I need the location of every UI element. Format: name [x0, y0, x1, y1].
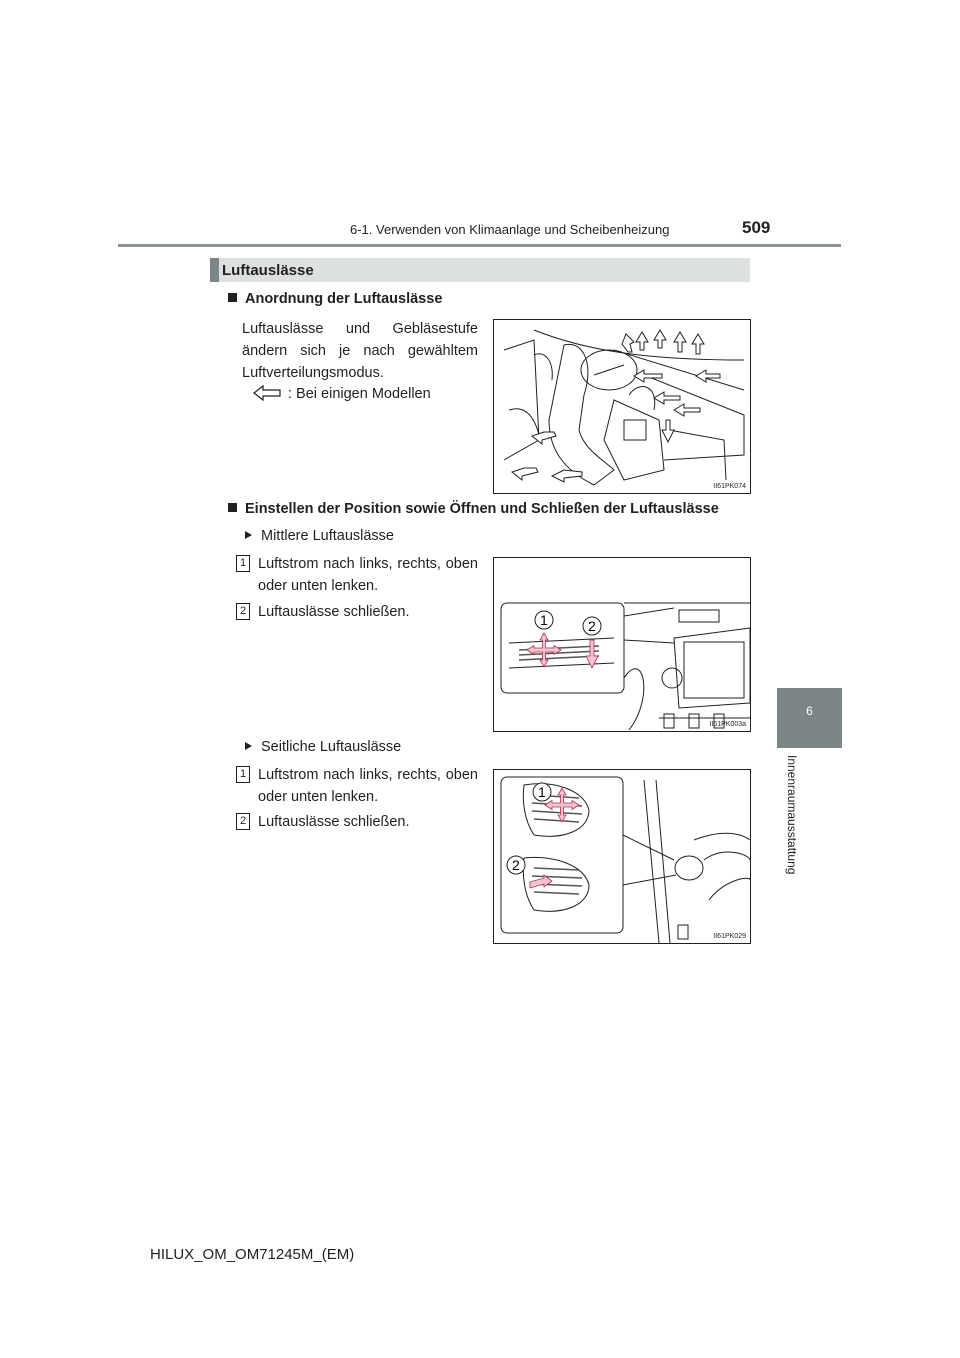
- step-number-badge: 1: [236, 766, 250, 783]
- subheading-air-outlet-layout: [228, 291, 442, 307]
- header-rule: [118, 244, 841, 247]
- cabin-illustration: [494, 320, 750, 493]
- figure-code: II61PK074: [713, 483, 746, 490]
- figure-code: II61PK029: [713, 933, 746, 940]
- figure-side-outlets: [493, 769, 751, 944]
- subheading-adjust-outlets: [228, 501, 719, 517]
- triangle-bullet-icon: [245, 742, 252, 750]
- legend-text: : Bei einigen Modellen: [288, 386, 431, 402]
- center-outlets-title-text: Mittlere Luftauslässe: [261, 528, 394, 544]
- square-bullet-icon: [228, 293, 237, 302]
- callout-1: 1: [538, 784, 546, 800]
- side-step-2-text: Luftauslässe schließen.: [258, 814, 410, 830]
- section-heading: Luftauslässe: [222, 262, 314, 279]
- side-outlets-title-text: Seitliche Luftauslässe: [261, 739, 402, 755]
- chapter-number: 6: [806, 704, 813, 718]
- subheading-text: Anordnung der Luftauslässe: [245, 291, 443, 307]
- step-number-badge: 1: [236, 555, 250, 572]
- step-number-badge: 2: [236, 603, 250, 620]
- side-vent-illustration: [494, 770, 750, 943]
- center-vent-illustration: [494, 558, 750, 731]
- center-step-2-text: Luftauslässe schließen.: [258, 604, 410, 620]
- figure-code: II61PK003a: [709, 721, 746, 728]
- callout-1: 1: [540, 612, 548, 628]
- layout-description: Luftauslässe und Gebläsestufe ändern sich je nach gewähltem Luftverteilungsmodus.: [242, 321, 478, 381]
- arrow-legend-icon: [252, 384, 282, 402]
- running-header-title: 6-1. Verwenden von Klimaanlage und Scheibenheizung: [350, 222, 670, 237]
- square-bullet-icon: [228, 503, 237, 512]
- side-step-1-text: Luftstrom nach links, rechts, oben oder unten lenken.: [258, 767, 478, 805]
- side-outlets-title: [245, 739, 401, 755]
- callout-2: 2: [512, 857, 520, 873]
- step-number-badge: 2: [236, 813, 250, 830]
- triangle-bullet-icon: [245, 531, 252, 539]
- figure-air-outlet-layout: [493, 319, 751, 494]
- page-number: 509: [742, 218, 771, 237]
- document-id: HILUX_OM_OM71245M_(EM): [150, 1246, 355, 1263]
- figure-center-outlets: [493, 557, 751, 732]
- chapter-title-vertical: [781, 755, 811, 895]
- center-outlets-title: [245, 528, 394, 544]
- subheading-text: Einstellen der Position sowie Öffnen und Schließen der Luftauslässe: [245, 501, 719, 517]
- chapter-title: Innenraumausstattung: [785, 755, 799, 875]
- callout-2: 2: [588, 618, 596, 634]
- chapter-tab: [777, 688, 842, 748]
- center-step-1-text: Luftstrom nach links, rechts, oben oder unten lenken.: [258, 556, 478, 594]
